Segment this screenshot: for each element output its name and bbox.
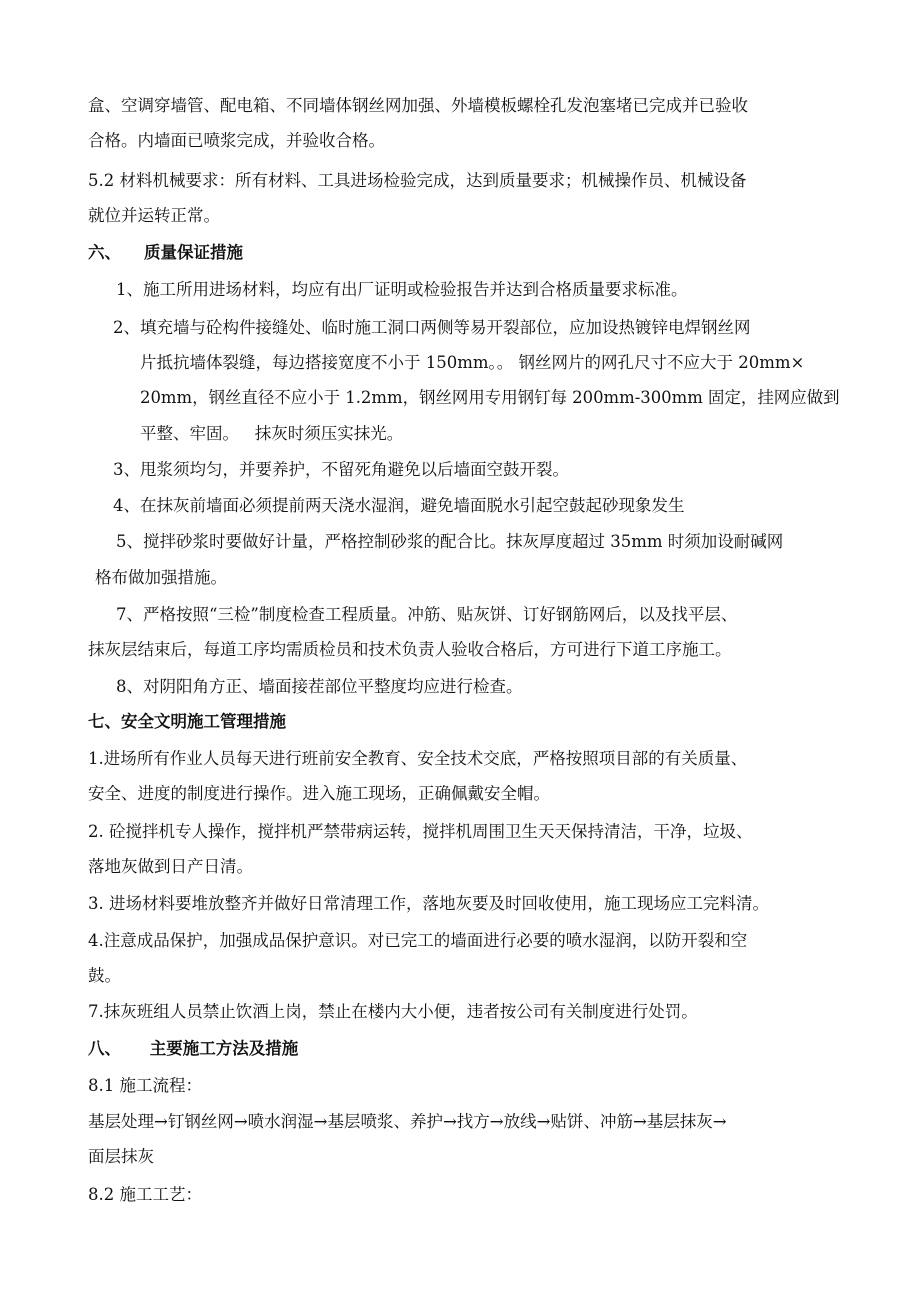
paragraph-line: 安全、进度的制度进行操作。进入施工现场，正确佩戴安全帽。 [88, 784, 550, 803]
paragraph-line: 7、严格按照“三检”制度检查工程质量。冲筋、贴灰饼、订好钢筋网后，以及找平层、 [116, 605, 738, 624]
paragraph-line: 面层抹灰 [88, 1147, 154, 1166]
paragraph-line: 鼓。 [88, 966, 121, 985]
paragraph-line: 2、填充墙与砼构件接缝处、临时施工洞口两侧等易开裂部位，应加设热镀锌电焊钢丝网 [113, 318, 751, 337]
paragraph-line: 3. 进场材料要堆放整齐并做好日常清理工作，落地灰要及时回收使用，施工现场应工完料清。 [88, 894, 769, 913]
paragraph-line: 8、对阴阳角方正、墙面接茬部位平整度均应进行检查。 [116, 677, 523, 696]
paragraph-line: 5、搅拌砂浆时要做好计量，严格控制砂浆的配合比。抹灰厚度超过 35mm 时须加设耐碱网 [116, 532, 784, 551]
paragraph-line: 格布做加强措施。 [95, 568, 227, 587]
paragraph-line: 20mm，钢丝直径不应小于 1.2mm，钢丝网用专用钢钉每 200mm-300mm 固定，挂网应做到 [140, 388, 840, 407]
paragraph-line: 7.抹灰班组人员禁止饮酒上岗，禁止在楼内大小便，违者按公司有关制度进行处罚。 [88, 1002, 698, 1021]
paragraph-line: 平整、牢固。 抹灰时须压实抹光。 [140, 424, 404, 443]
paragraph-line: 8.2 施工工艺： [88, 1185, 202, 1204]
paragraph-line: 落地灰做到日产日清。 [88, 857, 253, 876]
paragraph-line: 5.2 材料机械要求：所有材料、工具进场检验完成，达到质量要求；机械操作员、机械设备 [88, 171, 747, 190]
section-heading-8: 八、 主要施工方法及措施 [88, 1039, 299, 1058]
paragraph-line: 盒、空调穿墙管、配电箱、不同墙体钢丝网加强、外墙模板螺栓孔发泡塞堵已完成并已验收 [88, 96, 748, 115]
paragraph-line: 基层处理→钉钢丝网→喷水润湿→基层喷浆、养护→找方→放线→贴饼、冲筋→基层抹灰→ [88, 1112, 727, 1131]
section-heading-7: 七、安全文明施工管理措施 [88, 712, 286, 731]
paragraph-line: 就位并运转正常。 [88, 206, 220, 225]
paragraph-line: 1、施工所用进场材料，均应有出厂证明或检验报告并达到合格质量要求标准。 [116, 280, 688, 299]
section-heading-6: 六、 质量保证措施 [88, 243, 243, 262]
paragraph-line: 4.注意成品保护，加强成品保护意识。对已完工的墙面进行必要的喷水湿润，以防开裂和空 [88, 931, 748, 950]
paragraph-line: 1.进场所有作业人员每天进行班前安全教育、安全技术交底，严格按照项目部的有关质量、 [88, 749, 748, 768]
paragraph-line: 合格。内墙面已喷浆完成，并验收合格。 [88, 131, 385, 150]
paragraph-line: 抹灰层结束后，每道工序均需质检员和技术负责人验收合格后，方可进行下道工序施工。 [88, 640, 732, 659]
paragraph-line: 2. 砼搅拌机专人操作，搅拌机严禁带病运转，搅拌机周围卫生天天保持清洁，干净，垃圾、 [88, 822, 753, 841]
paragraph-line: 片抵抗墙体裂缝，每边搭接宽度不小于 150mm。。 钢丝网片的网孔尺寸不应大于 20mm× [140, 353, 805, 372]
paragraph-line: 3、甩浆须均匀，并要养护，不留死角避免以后墙面空鼓开裂。 [113, 460, 569, 479]
paragraph-line: 8.1 施工流程： [88, 1076, 202, 1095]
paragraph-line: 4、在抹灰前墙面必须提前两天浇水湿润，避免墙面脱水引起空鼓起砂现象发生 [113, 496, 685, 515]
